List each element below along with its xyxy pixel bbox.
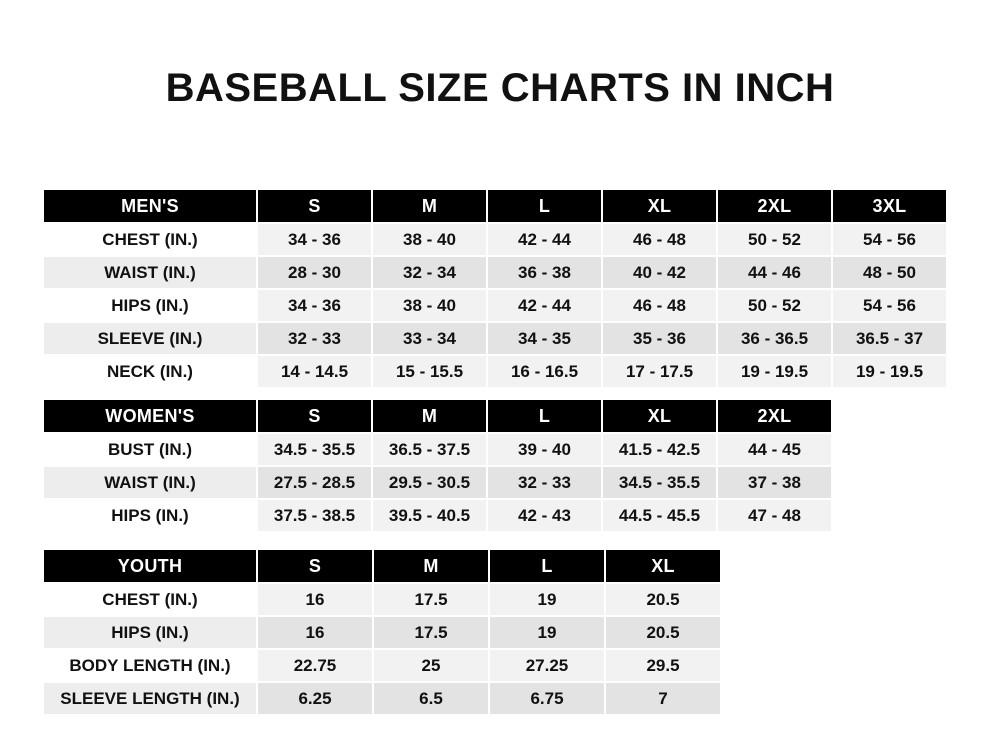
mens-header-l: L	[487, 189, 602, 223]
row-label: NECK (IN.)	[43, 355, 257, 388]
mens-header-xl: XL	[602, 189, 717, 223]
womens-header-2xl: 2XL	[717, 399, 832, 433]
youth-header-category: YOUTH	[43, 549, 257, 583]
cell: 29.5 - 30.5	[372, 466, 487, 499]
cell: 19	[489, 616, 605, 649]
cell: 36 - 36.5	[717, 322, 832, 355]
cell: 37.5 - 38.5	[257, 499, 372, 532]
cell: 33 - 34	[372, 322, 487, 355]
cell: 39 - 40	[487, 433, 602, 466]
table-row	[43, 223, 947, 256]
womens-size-chart	[42, 398, 833, 533]
cell: 40 - 42	[602, 256, 717, 289]
cell: 36.5 - 37	[832, 322, 947, 355]
row-label: CHEST (IN.)	[43, 223, 257, 256]
cell: 6.25	[257, 682, 373, 715]
mens-header-category: MEN'S	[43, 189, 257, 223]
row-label: HIPS (IN.)	[43, 616, 257, 649]
mens-chart-header-row	[43, 189, 947, 223]
cell: 36 - 38	[487, 256, 602, 289]
cell: 17.5	[373, 583, 489, 616]
cell: 25	[373, 649, 489, 682]
row-label: BUST (IN.)	[43, 433, 257, 466]
cell: 44.5 - 45.5	[602, 499, 717, 532]
cell: 39.5 - 40.5	[372, 499, 487, 532]
cell: 6.5	[373, 682, 489, 715]
womens-header-s: S	[257, 399, 372, 433]
cell: 27.25	[489, 649, 605, 682]
cell: 54 - 56	[832, 289, 947, 322]
cell: 16 - 16.5	[487, 355, 602, 388]
cell: 27.5 - 28.5	[257, 466, 372, 499]
table-row	[43, 289, 947, 322]
cell: 50 - 52	[717, 289, 832, 322]
womens-header-l: L	[487, 399, 602, 433]
mens-header-3xl: 3XL	[832, 189, 947, 223]
womens-chart-header-row	[43, 399, 832, 433]
cell: 16	[257, 583, 373, 616]
cell: 34 - 35	[487, 322, 602, 355]
cell: 15 - 15.5	[372, 355, 487, 388]
cell: 47 - 48	[717, 499, 832, 532]
mens-header-s: S	[257, 189, 372, 223]
row-label: HIPS (IN.)	[43, 499, 257, 532]
cell: 17.5	[373, 616, 489, 649]
cell: 32 - 33	[257, 322, 372, 355]
mens-header-m: M	[372, 189, 487, 223]
row-label: WAIST (IN.)	[43, 466, 257, 499]
table-row	[43, 322, 947, 355]
cell: 44 - 46	[717, 256, 832, 289]
cell: 34 - 36	[257, 223, 372, 256]
cell: 29.5	[605, 649, 721, 682]
table-row	[43, 616, 721, 649]
cell: 41.5 - 42.5	[602, 433, 717, 466]
cell: 42 - 43	[487, 499, 602, 532]
cell: 46 - 48	[602, 223, 717, 256]
cell: 19 - 19.5	[832, 355, 947, 388]
cell: 6.75	[489, 682, 605, 715]
cell: 35 - 36	[602, 322, 717, 355]
cell: 34.5 - 35.5	[257, 433, 372, 466]
cell: 20.5	[605, 616, 721, 649]
table-row	[43, 682, 721, 715]
mens-header-2xl: 2XL	[717, 189, 832, 223]
womens-header-category: WOMEN'S	[43, 399, 257, 433]
cell: 38 - 40	[372, 289, 487, 322]
cell: 19 - 19.5	[717, 355, 832, 388]
womens-header-m: M	[372, 399, 487, 433]
row-label: WAIST (IN.)	[43, 256, 257, 289]
cell: 16	[257, 616, 373, 649]
cell: 7	[605, 682, 721, 715]
womens-header-xl: XL	[602, 399, 717, 433]
page-title: BASEBALL SIZE CHARTS IN INCH	[165, 66, 835, 110]
row-label: SLEEVE (IN.)	[43, 322, 257, 355]
row-label: HIPS (IN.)	[43, 289, 257, 322]
table-row	[43, 649, 721, 682]
cell: 20.5	[605, 583, 721, 616]
cell: 34.5 - 35.5	[602, 466, 717, 499]
table-row	[43, 355, 947, 388]
youth-header-s: S	[257, 549, 373, 583]
cell: 54 - 56	[832, 223, 947, 256]
cell: 50 - 52	[717, 223, 832, 256]
cell: 19	[489, 583, 605, 616]
table-row	[43, 433, 832, 466]
cell: 38 - 40	[372, 223, 487, 256]
youth-size-chart	[42, 548, 722, 716]
cell: 22.75	[257, 649, 373, 682]
cell: 28 - 30	[257, 256, 372, 289]
cell: 44 - 45	[717, 433, 832, 466]
table-row	[43, 256, 947, 289]
cell: 42 - 44	[487, 223, 602, 256]
cell: 17 - 17.5	[602, 355, 717, 388]
row-label: SLEEVE LENGTH (IN.)	[43, 682, 257, 715]
cell: 14 - 14.5	[257, 355, 372, 388]
row-label: BODY LENGTH (IN.)	[43, 649, 257, 682]
cell: 48 - 50	[832, 256, 947, 289]
cell: 32 - 34	[372, 256, 487, 289]
youth-header-m: M	[373, 549, 489, 583]
mens-size-chart	[42, 188, 948, 389]
cell: 37 - 38	[717, 466, 832, 499]
youth-header-l: L	[489, 549, 605, 583]
cell: 42 - 44	[487, 289, 602, 322]
cell: 34 - 36	[257, 289, 372, 322]
cell: 32 - 33	[487, 466, 602, 499]
table-row	[43, 499, 832, 532]
youth-chart-header-row	[43, 549, 721, 583]
cell: 46 - 48	[602, 289, 717, 322]
row-label: CHEST (IN.)	[43, 583, 257, 616]
table-row	[43, 466, 832, 499]
table-row	[43, 583, 721, 616]
cell: 36.5 - 37.5	[372, 433, 487, 466]
youth-header-xl: XL	[605, 549, 721, 583]
